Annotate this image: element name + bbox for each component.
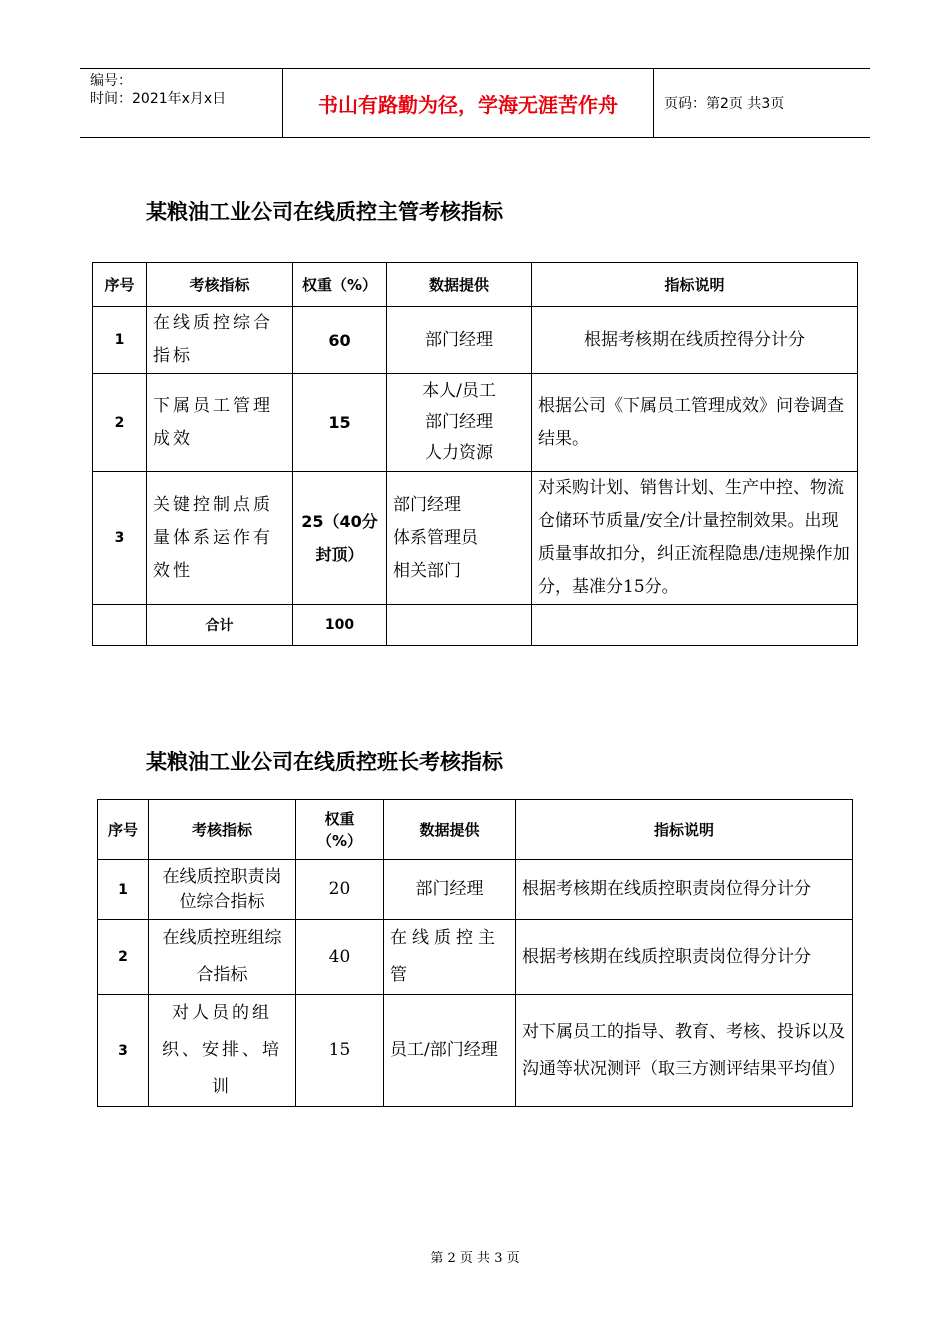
table-row — [98, 860, 853, 920]
table2-header-indicator: 考核指标 — [149, 800, 296, 860]
table1-header-provider: 数据提供 — [387, 263, 532, 307]
row-weight: 60 — [293, 307, 387, 374]
code-label: 编号： — [90, 73, 132, 89]
row-weight: 15 — [293, 374, 387, 472]
table2-header-row — [98, 800, 853, 860]
row-desc: 根据公司《下属员工管理成效》问卷调查结果。 — [532, 374, 858, 472]
row-weight: 15 — [296, 995, 384, 1107]
page-number: 页码：第2页 共3页 — [664, 96, 785, 112]
row-indicator: 关键控制点质量体系运作有效性 — [147, 472, 293, 605]
table1-header-indicator: 考核指标 — [147, 263, 293, 307]
row-indicator: 下属员工管理成效 — [147, 374, 293, 472]
table1-header-row — [93, 263, 858, 307]
row-no: 3 — [93, 472, 147, 605]
total-value: 100 — [293, 605, 387, 646]
row-indicator: 在线质控综合指标 — [147, 307, 293, 374]
row-provider: 部门经理 — [387, 307, 532, 374]
page-footer: 第 2 页 共 3 页 — [430, 1251, 520, 1266]
row-indicator: 在线质控班组综合指标 — [149, 920, 296, 995]
table-row — [98, 995, 853, 1107]
row-desc: 根据考核期在线质控职责岗位得分计分 — [516, 860, 853, 920]
row-no: 1 — [98, 860, 149, 920]
table1-header-no: 序号 — [93, 263, 147, 307]
table2 — [97, 799, 853, 1107]
row-desc: 对下属员工的指导、教育、考核、投诉以及沟通等状况测评（取三方测评结果平均值） — [516, 995, 853, 1107]
table-row — [98, 920, 853, 995]
row-provider: 部门经理 — [384, 860, 516, 920]
table2-header-weight: 权重 （%） — [296, 800, 384, 860]
header-meta — [80, 69, 282, 137]
table1 — [92, 262, 858, 646]
table1-title: 某粮油工业公司在线质控主管考核指标 — [146, 200, 503, 224]
row-no: 2 — [93, 374, 147, 472]
row-provider: 本人/员工 部门经理 人力资源 — [387, 374, 532, 472]
row-weight: 25（40分封顶） — [293, 472, 387, 605]
table1-header-desc: 指标说明 — [532, 263, 858, 307]
table-row — [93, 472, 858, 605]
table-row — [93, 307, 858, 374]
row-weight: 40 — [296, 920, 384, 995]
table2-header-provider: 数据提供 — [384, 800, 516, 860]
row-no: 3 — [98, 995, 149, 1107]
row-provider: 部门经理 体系管理员 相关部门 — [387, 472, 532, 605]
row-no: 2 — [98, 920, 149, 995]
row-weight: 20 — [296, 860, 384, 920]
row-indicator: 对人员的组织、安排、培训 — [149, 995, 296, 1107]
row-desc: 根据考核期在线质控职责岗位得分计分 — [516, 920, 853, 995]
time-label: 时间：2021年x月x日 — [90, 91, 227, 107]
table2-header-no: 序号 — [98, 800, 149, 860]
row-provider: 员工/部门经理 — [384, 995, 516, 1107]
row-indicator: 在线质控职责岗位综合指标 — [149, 860, 296, 920]
row-provider: 在线质控主管 — [384, 920, 516, 995]
row-desc: 对采购计划、销售计划、生产中控、物流仓储环节质量/安全/计量控制效果。出现质量事故扣分，纠正流程隐患/违规操作加分，基准分15分。 — [532, 472, 858, 605]
row-desc: 根据考核期在线质控得分计分 — [532, 307, 858, 374]
table2-title: 某粮油工业公司在线质控班长考核指标 — [146, 750, 503, 774]
slogan: 书山有路勤为径，学海无涯苦作舟 — [282, 69, 654, 137]
row-no: 1 — [93, 307, 147, 374]
table1-total-row — [93, 605, 858, 646]
table1-header-weight: 权重（%） — [293, 263, 387, 307]
table2-header-desc: 指标说明 — [516, 800, 853, 860]
page-header — [80, 68, 870, 138]
total-label: 合计 — [147, 605, 293, 646]
table-row — [93, 374, 858, 472]
